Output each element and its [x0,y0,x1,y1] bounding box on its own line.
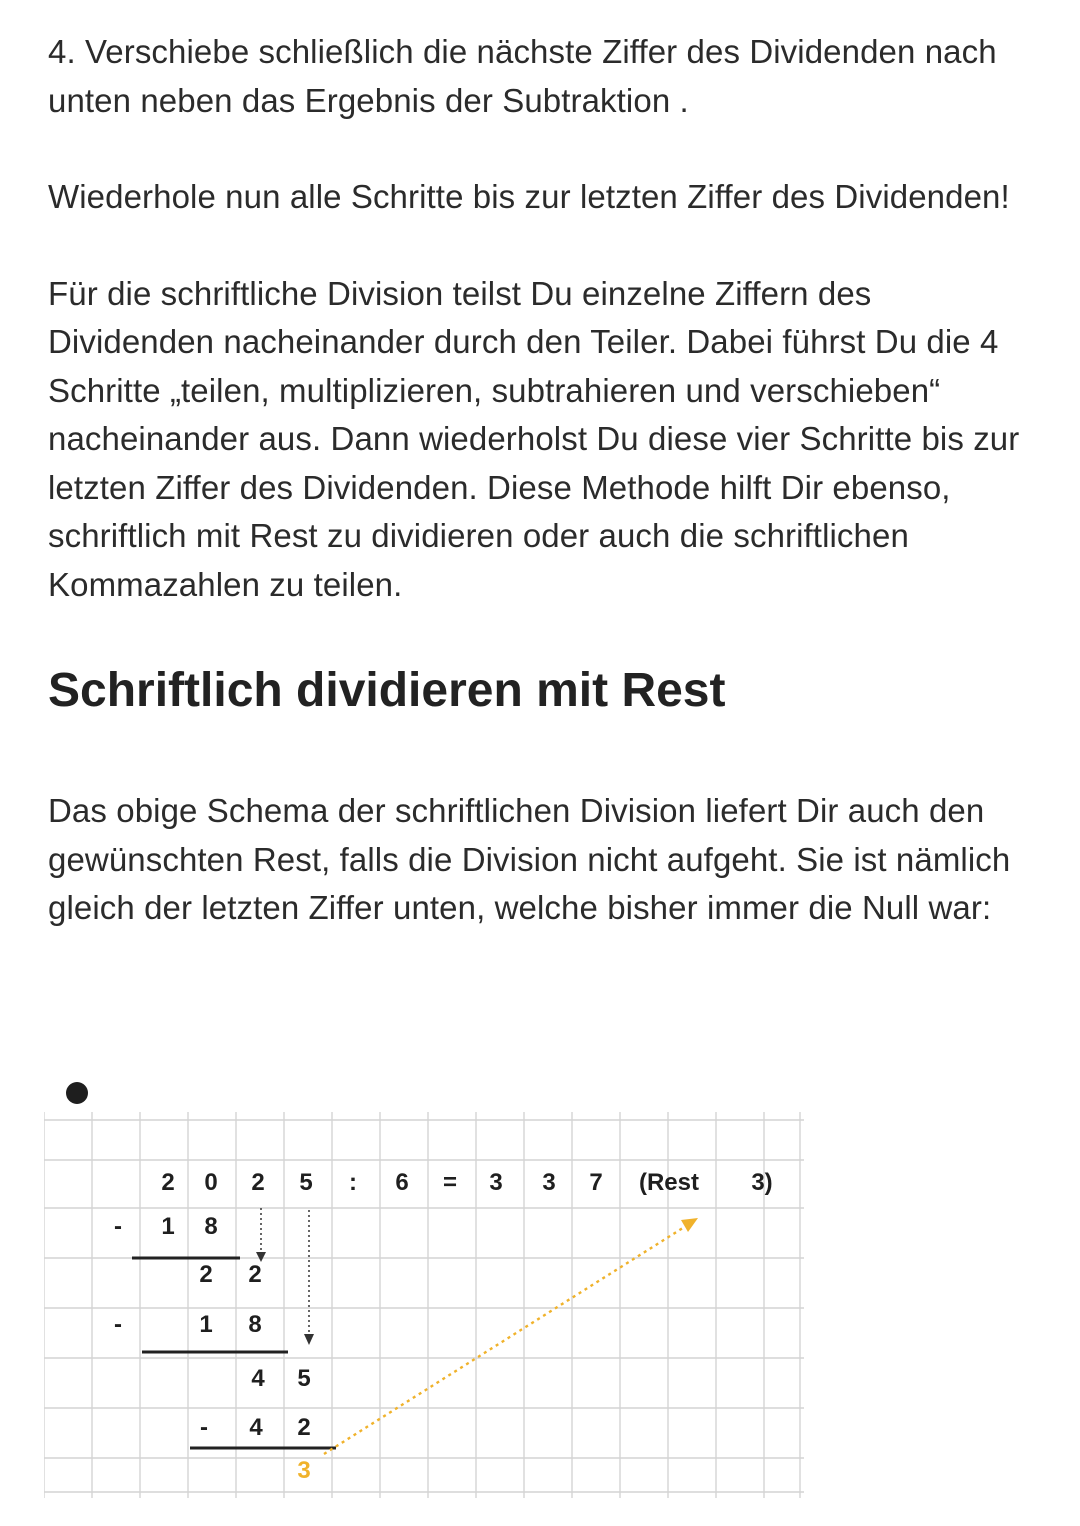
carry-arrows [256,1208,698,1454]
rest-arrow-line [324,1226,686,1454]
subtrahend-2-digit-2: 8 [248,1311,262,1338]
equals-sign: = [442,1169,458,1196]
rest-value: 3) [751,1169,773,1196]
subtrahend-3-digit-2: 2 [297,1414,311,1441]
quotient-digit-3: 7 [589,1169,603,1196]
subtrahend-1-digit-1: 1 [161,1213,175,1240]
colon-sign: : [349,1169,357,1196]
section-heading: Schriftlich dividieren mit Rest [48,664,726,717]
rest-label: (Rest [638,1169,700,1196]
remainder-digit: 3 [297,1457,311,1484]
minus-sign-1: - [114,1213,122,1240]
dividend-digit-1: 2 [161,1169,175,1196]
intro-paragraph: Das obige Schema der schriftlichen Division liefert Dir auch den gewünschten Rest, falls die Division nicht aufgeht. Sie ist nämlich gleich der letzten Ziffer unten, welche bisher immer die Null war: [48,792,1011,926]
division-grid-svg [44,1112,804,1498]
article-body [48,28,1038,933]
division-figure [44,1112,804,1498]
rest-arrow-head [681,1218,698,1232]
partial-2-digit-2: 5 [297,1365,311,1392]
minus-sign-2: - [114,1311,122,1338]
subtrahend-2-digit-1: 1 [199,1311,213,1338]
minus-sign-3: - [200,1414,208,1441]
divisor-digit: 6 [395,1169,409,1196]
bullet-icon [66,1082,88,1104]
summary-paragraph: Für die schriftliche Division teilst Du einzelne Ziffern des Dividenden nacheinander durch den Teiler. Dabei führst Du die 4 Schritte „teilen, multiplizieren, subtrahieren und verschieben“ nacheinander aus. Dann wiederholst Du diese vier Schritte bis zur letzten Ziffer des Dividenden. Diese Methode hilft Dir ebenso, schriftlich mit Rest zu dividieren oder auch die schriftlichen Kommazahlen zu teilen. [48,274,1020,603]
step-4-paragraph: 4. Verschiebe schließlich die nächste Ziffer des Dividenden nach unten neben das Ergebnis der Subtraktion . [48,33,997,119]
subtrahend-3-digit-1: 4 [249,1414,263,1441]
carry-arrow-2-head [304,1334,314,1345]
subtrahend-1-digit-2: 8 [204,1213,218,1240]
partial-1-digit-1: 2 [199,1261,213,1288]
dividend-digit-3: 2 [251,1169,265,1196]
quotient-digit-1: 3 [489,1169,503,1196]
dividend-digit-2: 0 [204,1169,218,1196]
quotient-digit-2: 3 [542,1169,556,1196]
repeat-paragraph: Wiederhole nun alle Schritte bis zur letzten Ziffer des Dividenden! [48,178,1010,215]
dividend-digit-4: 5 [299,1169,313,1196]
partial-1-digit-2: 2 [248,1261,262,1288]
partial-2-digit-1: 4 [251,1365,265,1392]
